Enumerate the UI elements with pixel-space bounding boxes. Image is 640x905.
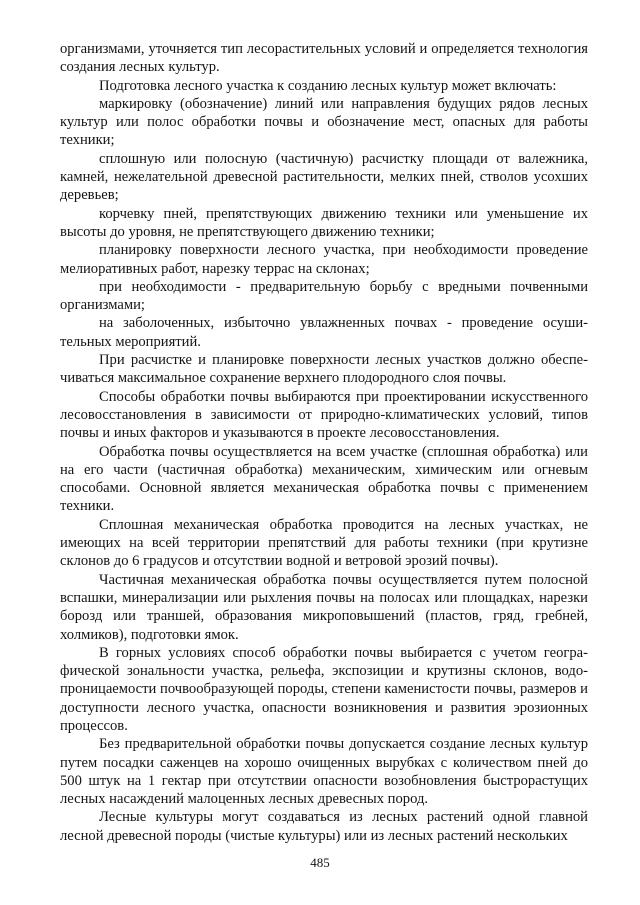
list-item: сплошную или полосную (частичную) расчистку площади от валежника, камней, нежелательной древесной растительности, мелких пней, стволов усохших деревьев; xyxy=(60,150,588,204)
paragraph: организмами, уточняется тип лесорастительных условий и определяется технология создания лесных культур. xyxy=(60,41,588,76)
paragraph: Без предварительной обработки почвы допускается создание лесных культур путем посадки саженцев на хорошо очищенных вырубках с количеством пней до 500 штук на 1 гектар при отсутствии опасности возобновления быстрорастущих лесных насаждений малоценных лесных древесных пород. xyxy=(60,736,588,808)
list-item: на заболоченных, избыточно увлажненных почвах - проведение осушительных мероприятий. xyxy=(60,315,588,350)
page-body xyxy=(60,40,588,845)
paragraph: Лесные культуры могут создаваться из лесных растений одной главной лесной древесной породы (чистые культуры) или из лесных растений нескольких xyxy=(60,809,588,844)
list-item: при необходимости - предварительную борьбу с вредными почвенными организмами; xyxy=(60,278,588,314)
page-number: 485 xyxy=(310,855,330,870)
paragraph: В горных условиях способ обработки почвы выбирается с учетом географической зональности участка, рельефа, экспозиции и крутизны склонов, водопроницаемости почвообразующей породы, степени каменистости почвы, размеров и доступности лесного участка, опасности возникновения и развития эрозионных процессов. xyxy=(60,644,588,734)
paragraph: Обработка почвы осуществляется на всем участке (сплошная обработка) или на его части (частичная обработка) механическим, химическим или огневым способами. Основной является механическая обработка почвы с применением техники. xyxy=(60,443,588,515)
paragraph: При расчистке и планировке поверхности лесных участков должно обеспечиваться максимальное сохранение верхнего плодородного слоя почвы. xyxy=(60,352,588,387)
paragraph: Частичная механическая обработка почвы осуществляется путем полосной вспашки, минерализации или рыхления почвы на полосах или площадках, нарезки борозд или траншей, образования микроповышений (пластов, гряд, гребней, холмиков), подготовки ямок. xyxy=(60,571,588,643)
paragraph: Способы обработки почвы выбираются при проектировании искусственного лесовосстановления в зависимости от природно-климатических условий, типов почвы и иных факторов и указываются в проекте лесовосстановления. xyxy=(60,388,588,442)
paragraph: Сплошная механическая обработка проводится на лесных участках, не имеющих на всей территории препятствий для работы техники (при крутизне склонов до 6 градусов и отсутствии водной и ветровой эрозий почвы). xyxy=(60,516,588,570)
list-item: маркировку (обозначение) линий или направления будущих рядов лесных культур или полос обработки почвы и обозначение мест, опасных для работы техники; xyxy=(60,95,588,149)
list-item: корчевку пней, препятствующих движению техники или уменьшение их высоты до уровня, не препятствующего движению техники; xyxy=(60,205,588,240)
paragraph: Подготовка лесного участка к созданию лесных культур может включать: xyxy=(99,77,557,94)
list-item: планировку поверхности лесного участка, при необходимости проведение мелиоративных работ, нарезку террас на склонах; xyxy=(60,242,588,277)
